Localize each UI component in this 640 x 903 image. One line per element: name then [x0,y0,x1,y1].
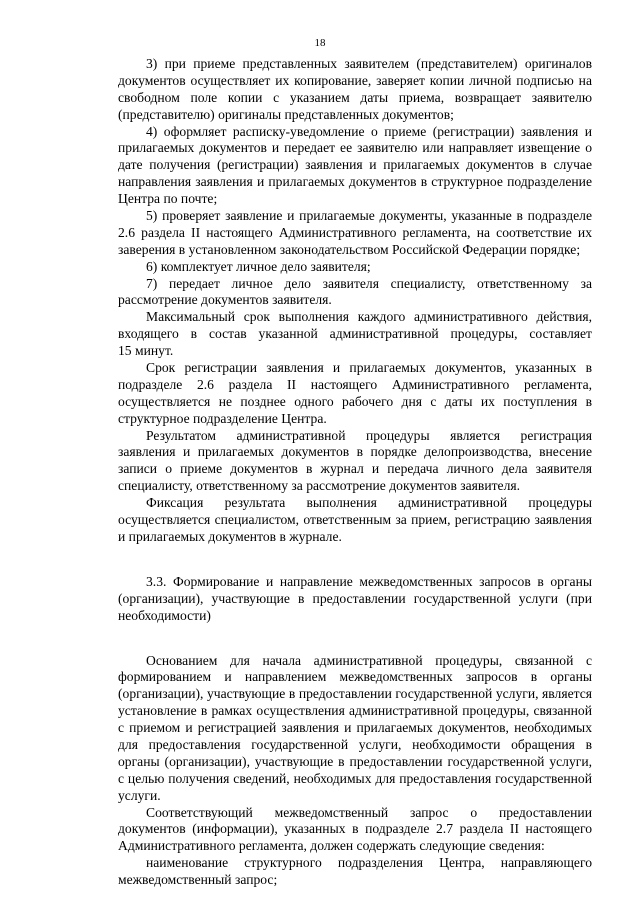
paragraph-item-3 [118,56,592,124]
text-line: и прилагаемых документов в журнале. [118,528,342,544]
text-line: прилагаемых документов и передает ее заявителю или направляет извещение о [118,140,592,156]
text-line: Основанием для начала административной процедуры, связанной с [146,652,592,668]
paragraph-item-5 [118,208,592,259]
section-heading-3-3 [118,574,592,625]
text-line: 2.6 раздела II настоящего Административного регламента, на соответствие их [118,224,592,240]
text-line: органы (организации), участвующие в предоставлении государственной услуги, [118,753,592,769]
paragraph-basis [118,653,592,805]
text-line: 3) при приеме представленных заявителем (представителем) оригиналов [146,56,592,71]
text-line: 5) проверяет заявление и прилагаемые документы, указанные в подразделе [146,208,592,224]
paragraph-fixation [118,495,592,546]
text-line: формированием и направлением межведомственных запросов в органы [118,669,592,685]
text-line: Центра по почте; [118,191,218,207]
text-line: структурное подразделение Центра. [118,410,327,426]
paragraph-naming [118,855,592,889]
text-line: наименование структурного подразделения Центра, направляющего [146,855,592,871]
text-line: заявления и прилагаемых документов в порядке делопроизводства, внесение [118,444,592,460]
text-line: документов осуществляет их копирование, заверяет копии личной подписью на [118,72,592,88]
text-line: Максимальный срок выполнения каждого административного действия, [146,309,592,325]
text-line: с целью получения сведений, необходимых для предоставления государственной [118,770,592,786]
section-gap [118,625,592,653]
page-number: 18 [314,37,326,49]
text-line: межведомственный запрос; [118,872,278,888]
text-line: входящего в состав указанной административной процедуры, составляет [118,326,592,342]
text-line: подразделе 2.6 раздела II настоящего Административного регламента, [118,376,592,392]
text-line: дате получения (регистрации) заявления и прилагаемых документов в случае [118,157,592,173]
text-line: для предоставления государственной услуги, необходимости обращения в [118,736,592,752]
paragraph-item-7 [118,276,592,310]
text-line: осуществляется не позднее одного рабочего дня с даты их поступления в [118,393,592,409]
text-line: свободном поле копии с указанием даты приема, возвращает заявителю [118,89,592,105]
text-line: документов (информации), указанных в подразделе 2.7 раздела II настоящего [118,821,592,837]
text-line: услуги. [118,787,161,803]
text-line: специалисту, ответственному за рассмотрение документов заявителя. [118,478,521,494]
text-line: необходимости) [118,607,211,623]
text-line: установление в рамках осуществления административной процедуры, связанной [118,703,592,719]
paragraph-max-time [118,309,592,360]
text-line: направления заявления и прилагаемых документов в структурное подразделение [118,174,592,190]
text-line: 15 минут. [118,343,174,359]
text-line: записи о приеме документов в журнал и передача личного дела заявителя [118,461,592,477]
page-content [118,56,592,889]
text-line: (организации), участвующие в предоставлении государственной услуги (при [118,590,592,606]
text-line: 4) оформляет расписку-уведомление о приеме (регистрации) заявления и [146,123,592,139]
paragraph-registration-term [118,360,592,428]
text-line: с приемом и регистрацией заявления и прилагаемых документов, необходимых [118,720,592,736]
text-line: (представителю) оригиналы представленных документов; [118,106,454,122]
text-line: Срок регистрации заявления и прилагаемых документов, указанных в [146,360,592,376]
text-line: 6) комплектует личное дело заявителя; [146,258,371,274]
text-line: Результатом административной процедуры является регистрация [146,427,592,443]
text-line: (организации), участвующие в предоставлении государственной услуги, является [118,686,592,702]
text-line: Соответствующий межведомственный запрос о предоставлении [146,804,592,820]
text-line: Административного регламента, должен содержать следующие сведения: [118,838,545,854]
paragraph-item-4 [118,124,592,208]
section-gap [118,546,592,574]
text-line: Фиксация результата выполнения административной процедуры [146,495,592,511]
paragraph-item-6 [118,259,592,276]
paragraph-request [118,805,592,856]
text-line: 3.3. Формирование и направление межведомственных запросов в органы [146,573,592,589]
paragraph-result [118,428,592,496]
text-line: осуществляется специалистом, ответственным за прием, регистрацию заявления [118,512,592,528]
text-line: рассмотрение документов заявителя. [118,292,332,308]
text-line: 7) передает личное дело заявителя специалисту, ответственному за [146,275,592,291]
text-line: заверения в установленном законодательством Российской Федерации порядке; [118,241,581,257]
